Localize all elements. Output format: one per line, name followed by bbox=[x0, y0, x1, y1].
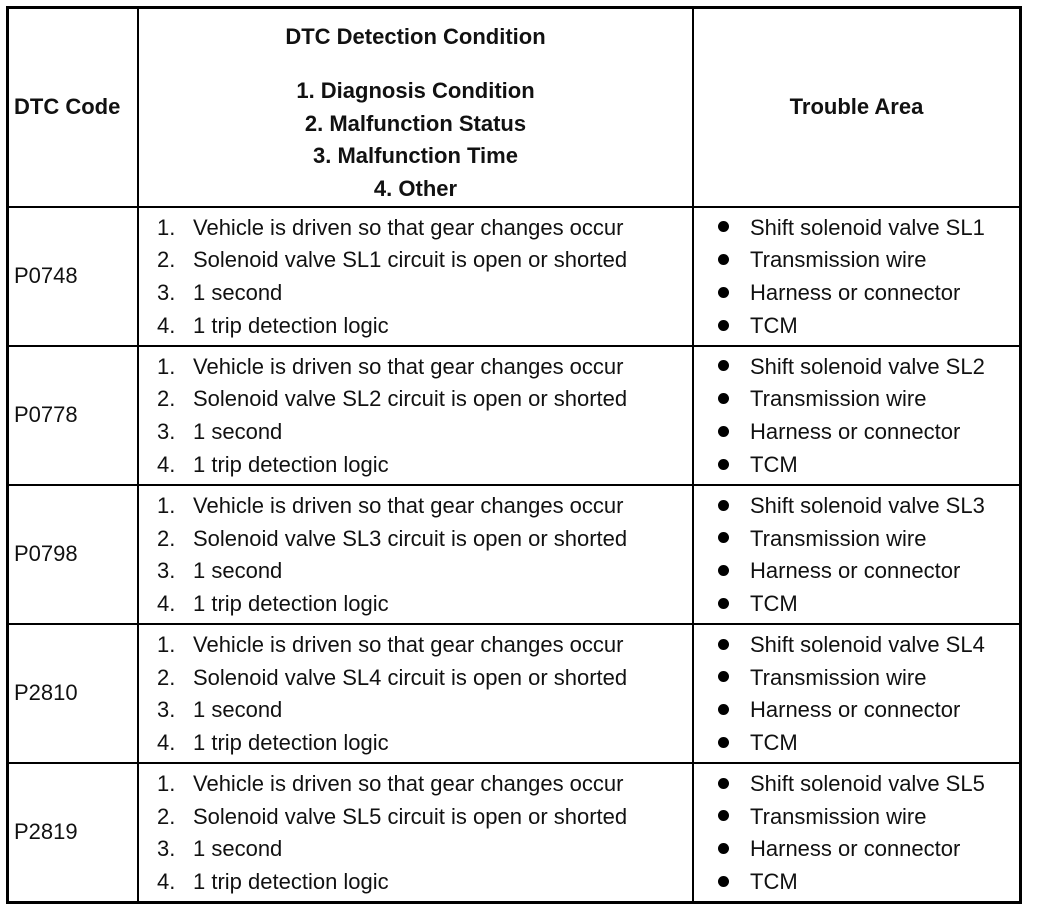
condition-number: 4. bbox=[157, 590, 176, 616]
condition-number: 2. bbox=[157, 386, 176, 412]
condition-line bbox=[139, 768, 692, 801]
condition-line bbox=[139, 694, 692, 727]
condition-number: 4. bbox=[157, 312, 176, 338]
condition-line bbox=[139, 416, 692, 449]
bullet-icon bbox=[718, 320, 729, 331]
condition-text: 1 trip detection logic bbox=[193, 451, 389, 477]
trouble-area-item bbox=[694, 662, 1019, 695]
condition-number: 2. bbox=[157, 664, 176, 690]
trouble-area-text: Transmission wire bbox=[750, 525, 927, 551]
condition-number: 1. bbox=[157, 631, 176, 657]
trouble-area-text: Harness or connector bbox=[750, 697, 961, 723]
condition-number: 1. bbox=[157, 353, 176, 379]
condition-line bbox=[139, 383, 692, 416]
condition-text: 1 trip detection logic bbox=[193, 312, 389, 338]
dtc-code-cell: P0778 bbox=[9, 347, 139, 484]
table-row bbox=[9, 623, 1019, 762]
detection-condition-cell bbox=[139, 764, 694, 901]
trouble-area-item bbox=[694, 768, 1019, 801]
condition-line bbox=[139, 490, 692, 523]
condition-line bbox=[139, 629, 692, 662]
trouble-area-text: Transmission wire bbox=[750, 386, 927, 412]
condition-text: 1 second bbox=[193, 697, 283, 723]
trouble-area-item bbox=[694, 629, 1019, 662]
trouble-area-text: Harness or connector bbox=[750, 836, 961, 862]
header-detection-condition bbox=[139, 9, 694, 206]
trouble-area-item bbox=[694, 588, 1019, 621]
table-row bbox=[9, 762, 1019, 901]
trouble-area-text: TCM bbox=[750, 869, 798, 894]
trouble-area-text: Shift solenoid valve SL1 bbox=[750, 214, 985, 240]
trouble-area-item bbox=[694, 449, 1019, 482]
header-condition-item: 1. Diagnosis Condition bbox=[296, 78, 535, 103]
trouble-area-text: TCM bbox=[750, 451, 798, 477]
condition-number: 3. bbox=[157, 280, 176, 306]
condition-text: Solenoid valve SL5 circuit is open or shorted bbox=[193, 803, 628, 829]
trouble-area-item bbox=[694, 383, 1019, 416]
bullet-icon bbox=[718, 532, 729, 543]
trouble-area-item bbox=[694, 555, 1019, 588]
trouble-area-item bbox=[694, 801, 1019, 834]
header-condition-item: 4. Other bbox=[373, 176, 458, 202]
bullet-icon bbox=[718, 500, 729, 511]
condition-line bbox=[139, 523, 692, 556]
bullet-icon bbox=[718, 393, 729, 404]
trouble-area-text: Transmission wire bbox=[750, 803, 927, 829]
condition-number: 1. bbox=[157, 770, 176, 796]
condition-text: Solenoid valve SL4 circuit is open or shorted bbox=[193, 664, 628, 690]
bullet-icon bbox=[718, 221, 729, 232]
condition-number: 2. bbox=[157, 525, 176, 551]
condition-text: Vehicle is driven so that gear changes occur bbox=[193, 492, 624, 518]
trouble-area-text: Harness or connector bbox=[750, 558, 961, 584]
condition-number: 1. bbox=[157, 214, 176, 240]
condition-number: 1. bbox=[157, 492, 176, 518]
bullet-icon bbox=[718, 843, 729, 854]
condition-line bbox=[139, 277, 692, 310]
bullet-icon bbox=[718, 598, 729, 609]
table-header-row bbox=[9, 9, 1019, 206]
condition-line bbox=[139, 588, 692, 621]
trouble-area-text: Shift solenoid valve SL5 bbox=[750, 770, 985, 796]
trouble-area-item bbox=[694, 490, 1019, 523]
dtc-code-cell: P0748 bbox=[9, 208, 139, 345]
trouble-area-text: Transmission wire bbox=[750, 247, 927, 273]
condition-line bbox=[139, 244, 692, 277]
condition-text: Solenoid valve SL1 circuit is open or shorted bbox=[193, 247, 628, 273]
trouble-area-text: Shift solenoid valve SL4 bbox=[750, 631, 985, 657]
condition-text: Vehicle is driven so that gear changes occur bbox=[193, 214, 624, 240]
trouble-area-item bbox=[694, 244, 1019, 277]
trouble-area-item bbox=[694, 277, 1019, 310]
bullet-icon bbox=[718, 704, 729, 715]
condition-text: 1 second bbox=[193, 419, 283, 445]
trouble-area-text: TCM bbox=[750, 590, 798, 616]
condition-line bbox=[139, 801, 692, 834]
header-condition-items bbox=[296, 75, 534, 206]
trouble-area-text: Harness or connector bbox=[750, 419, 961, 445]
bullet-icon bbox=[718, 565, 729, 576]
condition-line bbox=[139, 866, 692, 899]
condition-line bbox=[139, 833, 692, 866]
condition-text: Solenoid valve SL2 circuit is open or shorted bbox=[193, 386, 628, 412]
condition-text: 1 trip detection logic bbox=[193, 729, 389, 755]
bullet-icon bbox=[718, 459, 729, 470]
trouble-area-item bbox=[694, 212, 1019, 245]
condition-number: 4. bbox=[157, 729, 176, 755]
trouble-area-cell bbox=[694, 764, 1019, 901]
trouble-area-text: Harness or connector bbox=[750, 280, 961, 306]
bullet-icon bbox=[718, 778, 729, 789]
trouble-area-item bbox=[694, 523, 1019, 556]
bullet-icon bbox=[718, 671, 729, 682]
condition-text: 1 second bbox=[193, 836, 283, 862]
trouble-area-cell bbox=[694, 208, 1019, 345]
condition-number: 3. bbox=[157, 419, 176, 445]
condition-line bbox=[139, 449, 692, 482]
condition-text: 1 trip detection logic bbox=[193, 869, 389, 894]
dtc-code-cell: P2819 bbox=[9, 764, 139, 901]
header-trouble-area: Trouble Area bbox=[789, 94, 924, 120]
bullet-icon bbox=[718, 360, 729, 371]
condition-text: 1 trip detection logic bbox=[193, 590, 389, 616]
condition-text: 1 second bbox=[193, 280, 283, 306]
condition-number: 4. bbox=[157, 451, 176, 477]
trouble-area-item bbox=[694, 727, 1019, 760]
detection-condition-cell bbox=[139, 208, 694, 345]
condition-line bbox=[139, 351, 692, 384]
table-row bbox=[9, 206, 1019, 345]
condition-line bbox=[139, 662, 692, 695]
trouble-area-cell bbox=[694, 625, 1019, 762]
trouble-area-item bbox=[694, 694, 1019, 727]
condition-line bbox=[139, 212, 692, 245]
condition-number: 2. bbox=[157, 247, 176, 273]
condition-text: Vehicle is driven so that gear changes occur bbox=[193, 770, 624, 796]
bullet-icon bbox=[718, 426, 729, 437]
bullet-icon bbox=[718, 737, 729, 748]
condition-number: 2. bbox=[157, 803, 176, 829]
detection-condition-cell bbox=[139, 486, 694, 623]
bullet-icon bbox=[718, 810, 729, 821]
condition-text: 1 second bbox=[193, 558, 283, 584]
bullet-icon bbox=[718, 254, 729, 265]
trouble-area-item bbox=[694, 351, 1019, 384]
condition-line bbox=[139, 555, 692, 588]
trouble-area-item bbox=[694, 866, 1019, 899]
trouble-area-item bbox=[694, 310, 1019, 343]
table-row bbox=[9, 484, 1019, 623]
condition-line bbox=[139, 310, 692, 343]
dtc-code-cell: P0798 bbox=[9, 486, 139, 623]
bullet-icon bbox=[718, 876, 729, 887]
condition-number: 3. bbox=[157, 836, 176, 862]
header-condition-item: 3. Malfunction Time bbox=[313, 143, 518, 169]
table-row bbox=[9, 345, 1019, 484]
trouble-area-item bbox=[694, 416, 1019, 449]
bullet-icon bbox=[718, 287, 729, 298]
condition-text: Vehicle is driven so that gear changes occur bbox=[193, 631, 624, 657]
condition-number: 3. bbox=[157, 697, 176, 723]
condition-text: Solenoid valve SL3 circuit is open or shorted bbox=[193, 525, 628, 551]
trouble-area-text: Transmission wire bbox=[750, 664, 927, 690]
bullet-icon bbox=[718, 639, 729, 650]
dtc-table bbox=[6, 6, 1022, 904]
trouble-area-text: TCM bbox=[750, 729, 798, 755]
condition-line bbox=[139, 727, 692, 760]
header-condition-title: DTC Detection Condition bbox=[285, 24, 546, 49]
header-condition-item: 2. Malfunction Status bbox=[304, 110, 527, 136]
header-dtc-code: DTC Code bbox=[9, 9, 139, 206]
trouble-area-cell bbox=[694, 347, 1019, 484]
detection-condition-cell bbox=[139, 625, 694, 762]
trouble-area-text: Shift solenoid valve SL3 bbox=[750, 492, 985, 518]
trouble-area-cell bbox=[694, 486, 1019, 623]
condition-number: 3. bbox=[157, 558, 176, 584]
trouble-area-text: Shift solenoid valve SL2 bbox=[750, 353, 985, 379]
trouble-area-text: TCM bbox=[750, 312, 798, 338]
trouble-area-item bbox=[694, 833, 1019, 866]
dtc-code-cell: P2810 bbox=[9, 625, 139, 762]
condition-number: 4. bbox=[157, 869, 176, 894]
detection-condition-cell bbox=[139, 347, 694, 484]
condition-text: Vehicle is driven so that gear changes occur bbox=[193, 353, 624, 379]
